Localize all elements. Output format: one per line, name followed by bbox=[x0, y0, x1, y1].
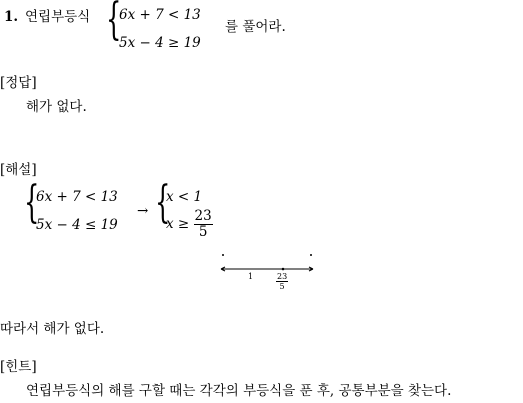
answer-text: 해가 없다. bbox=[26, 99, 87, 115]
hint-text: 연립부등식의 해를 구할 때는 각각의 부등식을 푼 후, 공통부분을 찾는다. bbox=[26, 383, 452, 399]
answer-label: [정답] bbox=[0, 75, 37, 91]
number-line-tick-23-5 bbox=[276, 272, 288, 291]
fraction-23-over-5 bbox=[194, 209, 213, 240]
right-inequality-2-prefix: x ≥ bbox=[166, 216, 190, 232]
number-line-point-23-5 bbox=[282, 268, 285, 271]
problem-inequality-2: 5x − 4 ≥ 19 bbox=[119, 35, 201, 51]
explanation-left-brace: { bbox=[24, 177, 40, 228]
number-line-tick-1: 1 bbox=[248, 272, 254, 281]
explanation-conclusion: 따라서 해가 없다. bbox=[0, 321, 105, 337]
hint-label: [힌트] bbox=[0, 359, 37, 375]
explanation-label: [해설] bbox=[0, 162, 37, 178]
problem-brace: { bbox=[106, 0, 122, 45]
problem-number: 1. bbox=[4, 9, 19, 25]
number-line-dot-left bbox=[222, 254, 224, 256]
explanation-arrow: → bbox=[137, 203, 149, 219]
explanation-right-inequality-2 bbox=[166, 209, 213, 240]
number-line-fraction-denominator: 5 bbox=[279, 282, 285, 291]
number-line bbox=[215, 248, 320, 298]
problem-prefix: 연립부등식 bbox=[25, 9, 91, 25]
number-line-dot-right bbox=[310, 254, 312, 256]
problem-inequality-1: 6x + 7 < 13 bbox=[119, 7, 201, 23]
number-line-fraction bbox=[276, 272, 288, 291]
problem-suffix: 를 풀어라. bbox=[225, 19, 286, 35]
explanation-right-brace: { bbox=[155, 177, 171, 228]
explanation-left-inequality-1: 6x + 7 < 13 bbox=[36, 189, 118, 205]
number-line-fraction-numerator: 23 bbox=[277, 272, 288, 281]
explanation-left-inequality-2: 5x − 4 ≤ 19 bbox=[36, 217, 118, 233]
fraction-denominator: 5 bbox=[198, 224, 208, 240]
fraction-numerator: 23 bbox=[194, 208, 212, 224]
explanation-right-inequality-1: x < 1 bbox=[166, 189, 203, 205]
